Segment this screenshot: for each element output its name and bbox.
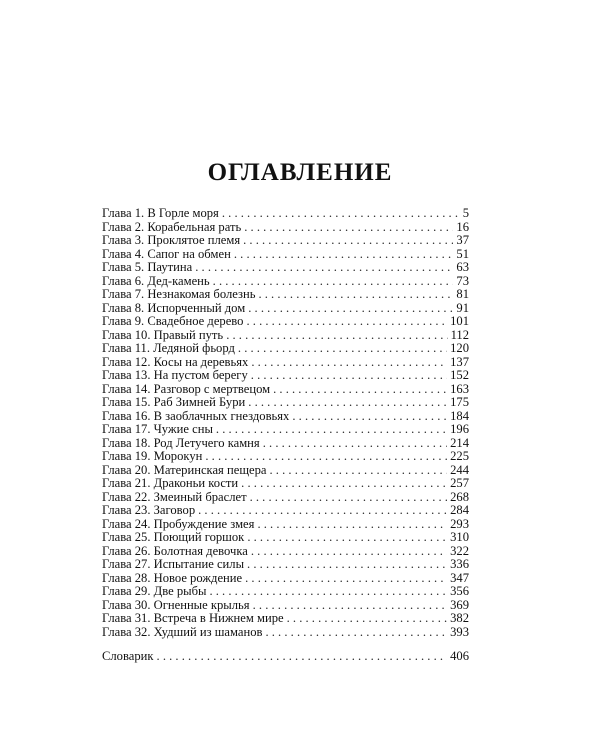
toc-entry-page: 137 [450,354,469,369]
dot-leader [243,234,453,248]
toc-entry-page: 268 [450,489,469,504]
toc-entry-label: Глава 4. Сапог на обмен [102,246,231,261]
toc-entry [102,261,469,275]
dot-leader [265,626,447,640]
toc-entry-label: Глава 32. Худший из шаманов [102,624,263,639]
toc-entry [102,531,469,545]
toc-entry-label: Глава 8. Испорченный дом [102,300,246,315]
toc-entry [102,491,469,505]
toc-entry [102,518,469,532]
toc-entry [102,329,469,343]
dot-leader [248,396,447,410]
toc-entry-page: 225 [450,449,469,463]
toc-entry-label: Глава 28. Новое рождение [102,570,243,585]
dot-leader [241,477,447,491]
dot-leader [287,612,448,626]
dot-leader [270,464,448,478]
toc-entry-label: Глава 15. Раб Зимней Бури [102,395,246,409]
toc-entry-label: Глава 24. Пробуждение змея [102,516,255,531]
dot-leader [292,410,447,424]
toc-entry-label: Глава 10. Правый путь [102,327,224,342]
toc-entry [102,585,469,599]
toc-entry-label: Глава 26. Болотная девочка [102,543,248,558]
toc-entry [102,396,469,410]
toc-entry [102,275,469,289]
toc-entry-page: 244 [450,462,469,477]
toc-entry-label: Глава 16. В заоблачных гнездовьях [102,408,290,423]
toc-entry-page: 293 [450,516,469,531]
dot-leader [257,518,447,532]
toc-entry-label: Глава 3. Проклятое племя [102,233,241,247]
toc-entry [102,248,469,262]
toc-entry-page: 175 [450,395,469,409]
toc-entry [102,383,469,397]
dot-leader [248,302,453,316]
toc-entry [102,356,469,370]
toc-entry-label: Глава 23. Заговор [102,503,196,517]
toc-entry-page: 184 [450,408,469,423]
dot-leader [205,450,447,464]
dot-leader [195,261,453,275]
toc-entry-page: 196 [450,422,469,436]
toc-entry [102,572,469,586]
toc-entry-glossary [102,650,469,664]
toc-entry-label: Глава 21. Драконьи кости [102,476,239,490]
toc-entry-page: 101 [450,314,469,328]
toc-entry [102,302,469,316]
toc-entry-page: 336 [450,557,469,571]
toc-entry [102,558,469,572]
toc-entry-page: 163 [450,381,469,396]
toc-entry-page: 257 [450,476,469,490]
toc-entry-page: 120 [450,341,469,355]
toc-entry-page: 63 [456,260,469,274]
toc-entry [102,545,469,559]
toc-entry-label: Глава 18. Род Летучего камня [102,435,260,450]
toc-entry-page: 16 [456,219,469,234]
toc-entry-page: 310 [450,530,469,544]
toc-entry [102,207,469,221]
toc-entry-page: 284 [450,503,469,517]
toc-entry-label: Глава 7. Незнакомая болезнь [102,287,256,301]
toc-entry-label: Глава 2. Корабельная рать [102,219,242,234]
toc-entry-label: Глава 5. Паутина [102,260,193,274]
toc-entry-label: Глава 19. Морокун [102,449,203,463]
toc-entry [102,221,469,235]
toc-entry-page: 406 [450,649,469,663]
dot-leader [246,315,447,329]
toc-entry-label: Глава 13. На пустом берегу [102,368,248,382]
dot-leader [198,504,447,518]
toc-entry-label: Глава 9. Свадебное дерево [102,314,244,328]
dot-leader [157,650,448,664]
toc-entry-label: Глава 30. Огненные крылья [102,597,250,612]
toc-entry-label: Глава 11. Ледяной фьорд [102,341,235,355]
toc-entry [102,612,469,626]
toc-entry-page: 73 [456,273,469,288]
toc-entry [102,423,469,437]
dot-leader [226,329,447,343]
toc-entry-label: Глава 29. Две рыбы [102,584,207,598]
toc-entry-label: Глава 14. Разговор с мертвецом [102,381,271,396]
toc-entry [102,288,469,302]
toc-entry-page: 91 [456,300,469,315]
toc-entry-label: Глава 20. Материнская пещера [102,462,267,477]
toc-entry-label: Глава 31. Встреча в Нижнем мире [102,611,284,625]
dot-leader [244,221,453,235]
dot-leader [273,383,447,397]
toc-entry [102,599,469,613]
toc-entry-page: 347 [450,570,469,585]
dot-leader [251,545,447,559]
dot-leader [250,491,448,505]
toc-entry [102,464,469,478]
dot-leader [222,207,460,221]
toc-entry-label: Глава 17. Чужие сны [102,422,213,436]
toc-entry [102,477,469,491]
toc-entry-page: 81 [456,287,469,301]
toc-entry-page: 37 [456,233,469,247]
toc-entry [102,315,469,329]
toc-entry-page: 152 [450,368,469,382]
dot-leader [258,288,453,302]
toc-entry [102,234,469,248]
table-of-contents [102,207,469,639]
toc-entry-label: Глава 25. Поющий горшок [102,530,245,544]
toc-entry-label: Глава 1. В Горле моря [102,206,219,220]
toc-entry-page: 51 [456,246,469,261]
toc-entry-page: 214 [450,435,469,450]
toc-entry-label: Глава 6. Дед-камень [102,273,210,288]
toc-entry [102,410,469,424]
dot-leader [238,342,447,356]
toc-entry-page: 356 [450,584,469,598]
toc-entry [102,342,469,356]
toc-entry-page: 322 [450,543,469,558]
dot-leader [251,369,447,383]
dot-leader [245,572,447,586]
dot-leader [263,437,447,451]
dot-leader [247,558,447,572]
toc-entry [102,504,469,518]
toc-entry-label: Словарик [102,649,154,663]
page-title: ОГЛАВЛЕНИЕ [207,159,393,186]
dot-leader [234,248,454,262]
toc-entry [102,450,469,464]
toc-entry-page: 382 [450,611,469,625]
dot-leader [253,599,448,613]
toc-entry-label: Глава 22. Змеиный браслет [102,489,247,504]
toc-entry [102,369,469,383]
toc-entry-label: Глава 12. Косы на деревьях [102,354,249,369]
dot-leader [247,531,447,545]
toc-entry-page: 393 [450,624,469,639]
dot-leader [209,585,447,599]
dot-leader [216,423,447,437]
toc-entry-label: Глава 27. Испытание силы [102,557,245,571]
toc-entry [102,437,469,451]
toc-entry-page: 369 [450,597,469,612]
toc-entry [102,626,469,640]
dot-leader [213,275,454,289]
toc-entry-page: 5 [462,206,469,220]
toc-entry-page: 112 [450,327,469,342]
dot-leader [251,356,447,370]
